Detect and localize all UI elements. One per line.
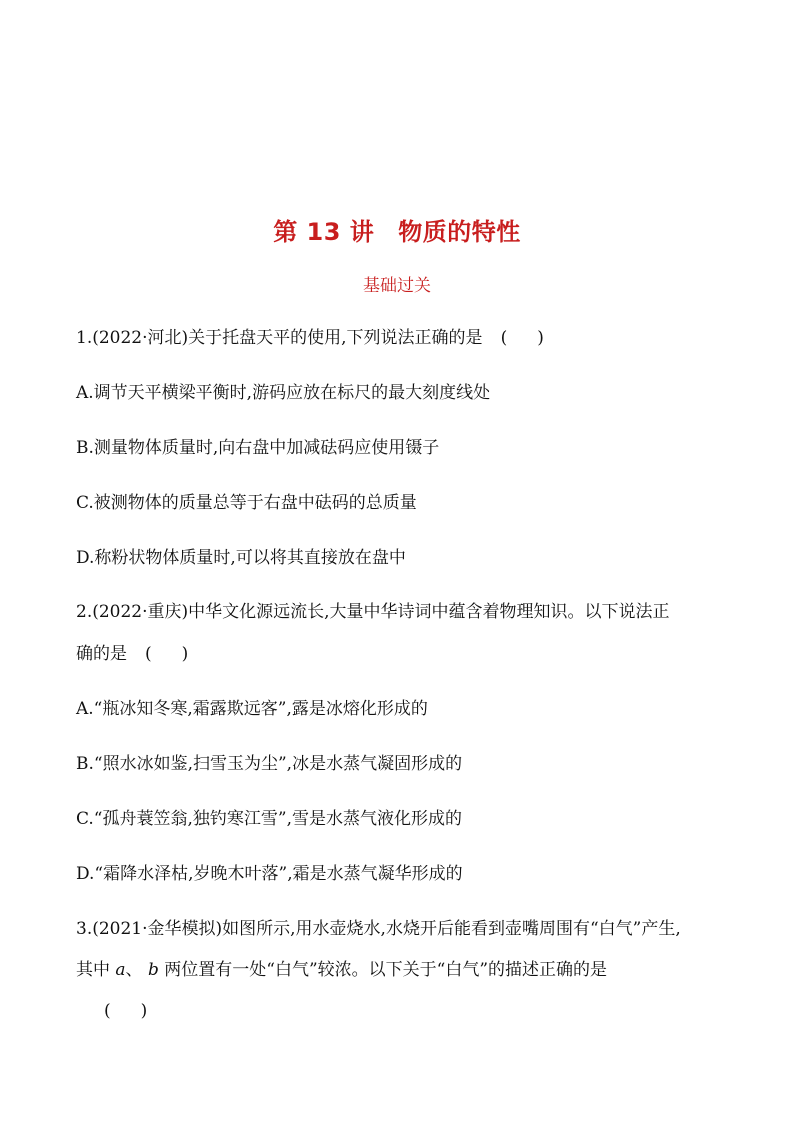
lecture-number: 第 13 讲	[273, 218, 375, 246]
question-3-stem-line-2: 其中 a、 b 两位置有一处“白气”较浓。以下关于“白气”的描述正确的是	[76, 960, 608, 980]
answer-blank: ( )	[145, 644, 189, 664]
question-2-option-c: C.“孤舟蓑笠翁,独钓寒江雪”,雪是水蒸气液化形成的	[76, 809, 462, 829]
answer-blank: ( )	[500, 328, 544, 348]
section-heading: 基础过关	[363, 276, 431, 296]
question-2-stem-line-2	[76, 642, 726, 666]
question-2-option-b: B.“照水冰如鉴,扫雪玉为尘”,冰是水蒸气凝固形成的	[76, 754, 463, 774]
question-2-text: 确的是	[76, 644, 127, 664]
question-2-option-a: A.“瓶冰知冬寒,霜露欺远客”,露是冰熔化形成的	[76, 699, 428, 719]
page-title	[0, 212, 794, 247]
question-1-text: 1.(2022·河北)关于托盘天平的使用,下列说法正确的是	[76, 328, 483, 348]
question-2-stem-line-1: 2.(2022·重庆)中华文化源远流长,大量中华诗词中蕴含着物理知识。以下说法正	[76, 602, 670, 622]
question-2-option-d: D.“霜降水泽枯,岁晚木叶落”,霜是水蒸气凝华形成的	[76, 864, 463, 884]
question-1-stem	[76, 326, 726, 350]
question-1-option-b: B.测量物体质量时,向右盘中加减砝码应使用镊子	[76, 438, 440, 458]
question-3-stem-line-1: 3.(2021·金华模拟)如图所示,用水壶烧水,水烧开后能看到壶嘴周围有“白气”产生,	[76, 919, 681, 939]
question-3-answer-blank: ( )	[104, 1001, 148, 1021]
lecture-topic: 物质的特性	[398, 218, 521, 246]
question-1-option-a: A.调节天平横梁平衡时,游码应放在标尺的最大刻度线处	[76, 383, 491, 403]
question-1-option-c: C.被测物体的质量总等于右盘中砝码的总质量	[76, 493, 417, 513]
variable-b: b	[147, 960, 159, 980]
variable-a: a	[115, 960, 126, 980]
question-1-option-d: D.称粉状物体质量时,可以将其直接放在盘中	[76, 548, 406, 568]
